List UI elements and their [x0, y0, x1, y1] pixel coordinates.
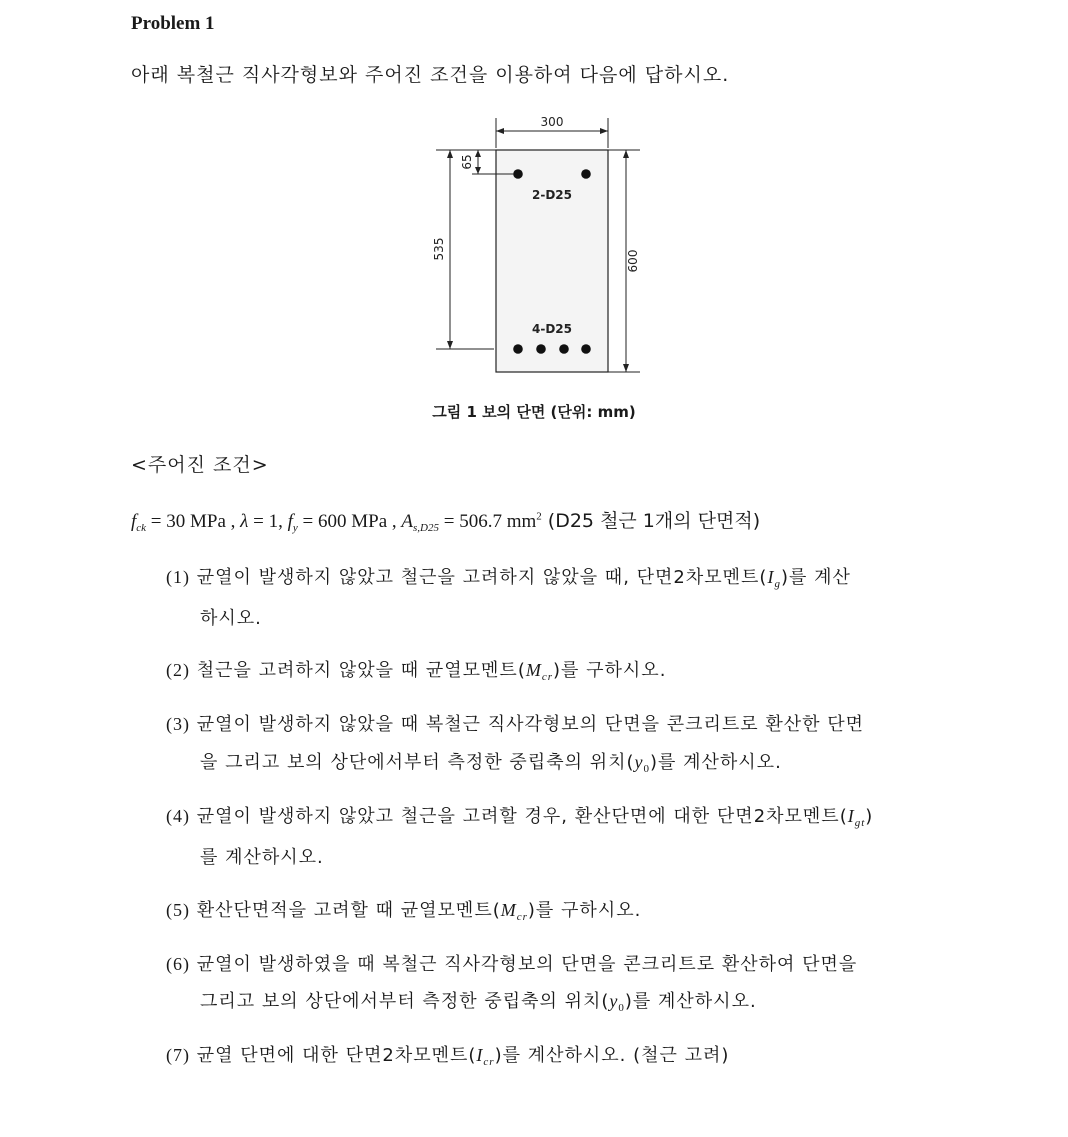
beam-section [496, 150, 608, 372]
question-3 [166, 710, 864, 736]
question-text-end: )를 구하시오. [553, 660, 667, 681]
symbol-subscript: g [774, 578, 781, 590]
top-bars-label: 2-D25 [532, 188, 572, 202]
width-arrow-left [496, 128, 504, 134]
question-text: 을 그리고 보의 상단에서부터 측정한 중립축의 위치( [200, 752, 635, 773]
fck-symbol: f [131, 511, 137, 532]
symbol-icr: I [476, 1045, 484, 1065]
question-text-end: )를 계산하시오. [624, 991, 757, 1012]
question-number: (7) [166, 1045, 190, 1065]
question-text: 균열이 발생하지 않았을 때 복철근 직사각형보의 단면을 콘크리트로 환산한 단면 [190, 714, 865, 735]
question-7 [166, 1041, 729, 1068]
depth-arrow-top [447, 150, 453, 158]
question-text: 균열 단면에 대한 단면2차모멘트( [190, 1045, 477, 1066]
lambda-symbol: λ [240, 511, 249, 532]
question-6-continued [200, 987, 757, 1014]
symbol-subscript: cr [541, 671, 554, 683]
symbol-subscript: 0 [618, 1002, 625, 1014]
question-number: (2) [166, 660, 190, 680]
problem-intro: 아래 복철근 직사각형보와 주어진 조건을 이용하여 다음에 답하시오. [131, 64, 730, 86]
symbol-subscript: cr [516, 911, 528, 923]
top-bar [581, 169, 591, 179]
question-text-end: )를 계산하시오. (철근 고려) [494, 1045, 730, 1066]
question-1 [166, 563, 851, 590]
lambda-value: = 1, [248, 511, 288, 532]
depth-label: 535 [432, 237, 446, 261]
as-symbol: A [401, 511, 413, 532]
question-text-end: )를 계산하시오. [650, 752, 782, 773]
fy-symbol: f [287, 511, 293, 532]
question-6 [166, 950, 857, 976]
fy-value: = 600 MPa , [297, 511, 402, 532]
bottom-bar [559, 344, 569, 354]
question-text: 환산단면적을 고려할 때 균열모멘트( [190, 900, 501, 921]
fy-subscript: y [292, 522, 298, 534]
bottom-bar [581, 344, 591, 354]
bottom-bar [513, 344, 523, 354]
question-4 [166, 802, 873, 829]
fck-value: = 30 MPa , [146, 511, 241, 532]
beam-section-figure [420, 110, 660, 390]
symbol-subscript: 0 [643, 763, 650, 775]
top-bar [513, 169, 523, 179]
question-2 [166, 656, 666, 683]
symbol-ig: I [767, 567, 775, 587]
as-exponent: 2 [536, 510, 542, 523]
cover-arrow-bottom [475, 167, 481, 174]
problem-title: Problem 1 [131, 13, 215, 34]
given-conditions [131, 506, 760, 534]
question-text-end: )를 구하시오. [527, 900, 642, 921]
question-text: 균열이 발생하지 않았고 철근을 고려하지 않았을 때, 단면2차모멘트( [190, 567, 768, 588]
figure-caption: 그림 1 보의 단면 (단위: mm) [432, 403, 636, 421]
width-arrow-right [600, 128, 608, 134]
as-note: (D25 철근 1개의 단면적) [541, 510, 761, 532]
cover-arrow-top [475, 150, 481, 157]
as-value: = 506.7 mm [438, 511, 537, 532]
bottom-bar [536, 344, 546, 354]
question-text: 그리고 보의 상단에서부터 측정한 중립축의 위치( [200, 991, 610, 1012]
question-number: (6) [166, 954, 190, 974]
as-subscript: s,D25 [413, 522, 439, 534]
symbol-igt: I [847, 806, 855, 826]
width-label: 300 [540, 115, 564, 129]
bottom-bars-label: 4-D25 [532, 322, 572, 336]
question-4-continued: 를 계산하시오. [200, 847, 324, 868]
height-arrow-top [623, 150, 629, 158]
question-text: 균열이 발생하지 않았고 철근을 고려할 경우, 환산단면에 대한 단면2차모멘트( [190, 806, 848, 827]
question-text-end: ) [865, 806, 874, 827]
symbol-mcr: M [500, 900, 517, 920]
question-5 [166, 896, 641, 923]
question-number: (4) [166, 806, 190, 826]
height-label: 600 [626, 249, 640, 273]
question-3-continued [200, 748, 782, 775]
question-number: (5) [166, 900, 190, 920]
symbol-subscript: cr [483, 1056, 495, 1068]
symbol-y0: y [634, 752, 644, 772]
fck-subscript: ck [136, 522, 147, 534]
question-number: (3) [166, 714, 190, 734]
depth-arrow-bottom [447, 341, 453, 349]
top-cover-label: 65 [460, 154, 474, 170]
symbol-y0: y [609, 991, 619, 1011]
symbol-subscript: gt [854, 817, 866, 829]
symbol-mcr: M [525, 660, 542, 680]
question-number: (1) [166, 567, 190, 587]
height-arrow-bottom [623, 364, 629, 372]
question-text: 철근을 고려하지 않았을 때 균열모멘트( [190, 660, 526, 681]
question-text: 균열이 발생하였을 때 복철근 직사각형보의 단면을 콘크리트로 환산하여 단면을 [190, 954, 858, 975]
question-1-continued: 하시오. [200, 608, 262, 629]
question-text-end: )를 계산 [780, 567, 851, 588]
conditions-heading: <주어진 조건> [131, 454, 269, 476]
